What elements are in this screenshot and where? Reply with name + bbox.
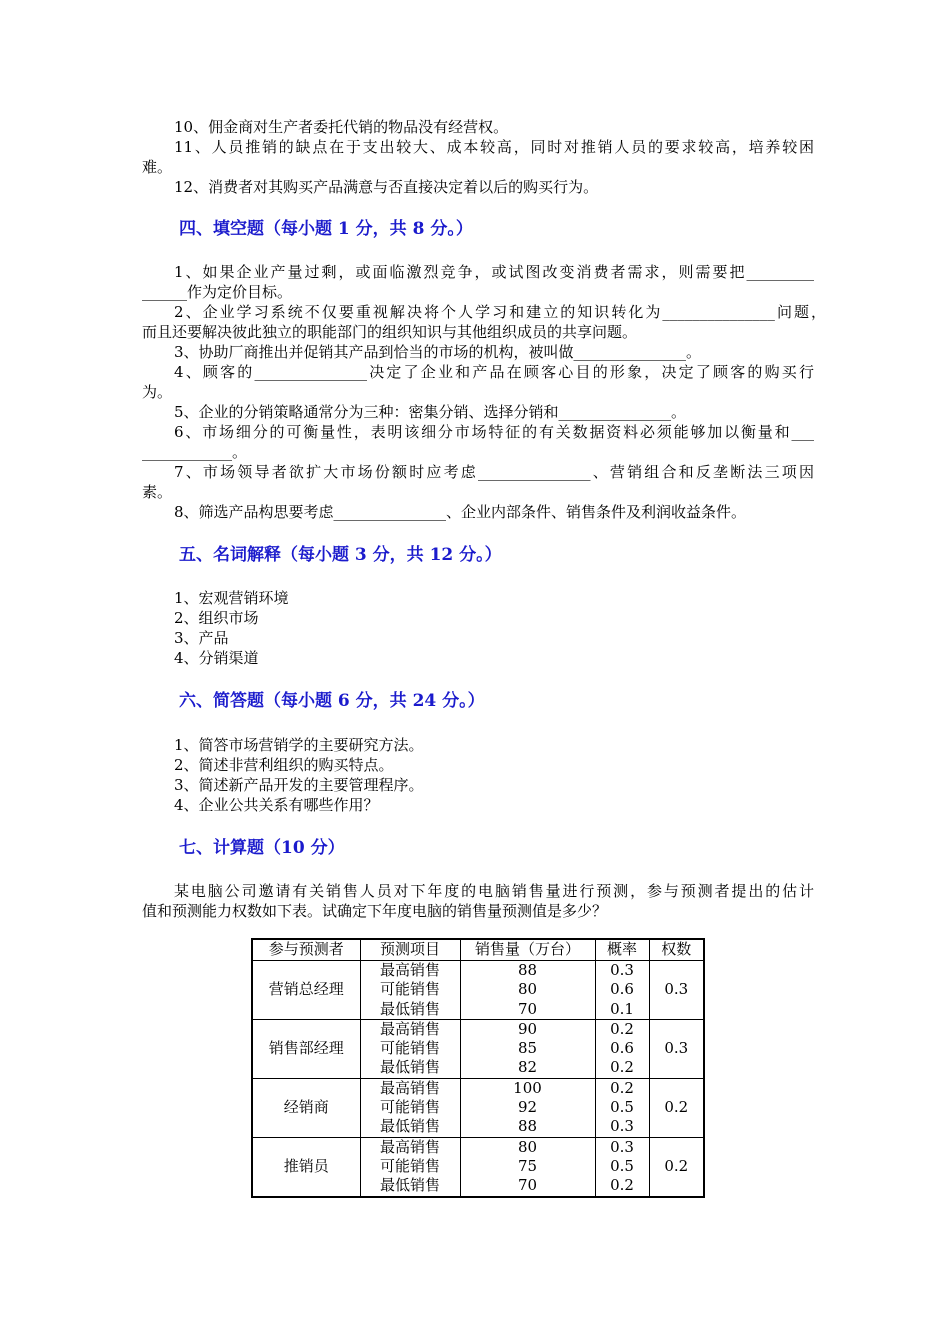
probability-cell: 0.3 0.6 0.1 bbox=[595, 961, 649, 1020]
short-answer-item: 2、简述非营利组织的购买特点。 bbox=[174, 756, 394, 774]
fill-q3: 3、协助厂商推出并促销其产品到恰当的市场的机构，被叫做_______________。 bbox=[174, 343, 702, 361]
item-cell: 最高销售 可能销售 最低销售 bbox=[360, 1078, 460, 1137]
sales-cell: 100 92 88 bbox=[460, 1078, 595, 1137]
fill-q7-line2: 素。 bbox=[142, 483, 173, 501]
fill-q4-line1: 4、顾客的_______________决定了企业和产品在顾客心目的形象，决定了顾客的购买行 bbox=[174, 363, 814, 381]
forecaster-cell: 营销总经理 bbox=[252, 961, 360, 1020]
header-cell: 预测项目 bbox=[360, 939, 460, 961]
short-answer-item: 1、简答市场营销学的主要研究方法。 bbox=[174, 736, 424, 754]
table-row bbox=[252, 1019, 704, 1078]
header-cell: 销售量（万台） bbox=[460, 939, 595, 961]
forecast-table bbox=[251, 938, 705, 1198]
weight-cell: 0.2 bbox=[649, 1078, 704, 1137]
forecaster-cell: 经销商 bbox=[252, 1078, 360, 1137]
forecaster-cell: 推销员 bbox=[252, 1137, 360, 1196]
item-cell: 最高销售 可能销售 最低销售 bbox=[360, 1019, 460, 1078]
fill-q2-line2: 而且还要解决彼此独立的职能部门的组织知识与其他组织成员的共享问题。 bbox=[142, 323, 638, 341]
calculation-text-line1: 某电脑公司邀请有关销售人员对下年度的电脑销售量进行预测，参与预测者提出的估计 bbox=[174, 882, 814, 900]
short-answer-item: 4、企业公共关系有哪些作用？ bbox=[174, 796, 379, 814]
calculation-heading: 七、计算题（10 分） bbox=[179, 838, 345, 858]
sales-cell: 90 85 82 bbox=[460, 1019, 595, 1078]
probability-cell: 0.2 0.6 0.2 bbox=[595, 1019, 649, 1078]
weight-cell: 0.3 bbox=[649, 1019, 704, 1078]
probability-cell: 0.2 0.5 0.3 bbox=[595, 1078, 649, 1137]
judgement-q11-line2: 难。 bbox=[142, 158, 173, 176]
header-cell: 权数 bbox=[649, 939, 704, 961]
fill-q8: 8、筛选产品构思要考虑_______________、企业内部条件、销售条件及利润收益条件。 bbox=[174, 503, 747, 521]
term-item: 1、宏观营销环境 bbox=[174, 589, 289, 607]
judgement-q11-line1: 11、人员推销的缺点在于支出较大、成本较高，同时对推销人员的要求较高，培养较困 bbox=[174, 138, 814, 156]
term-heading: 五、名词解释（每小题 3 分，共 12 分。） bbox=[179, 545, 502, 565]
fill-q4-line2: 为。 bbox=[142, 383, 173, 401]
term-item: 3、产品 bbox=[174, 629, 229, 647]
fill-q6-line2: ____________。 bbox=[142, 443, 248, 461]
sales-cell: 80 75 70 bbox=[460, 1137, 595, 1196]
table-row bbox=[252, 1137, 704, 1196]
fill-q7-line1: 7、市场领导者欲扩大市场份额时应考虑_______________、营销组合和反垄断法三项因 bbox=[174, 463, 814, 481]
judgement-q12: 12、消费者对其购买产品满意与否直接决定着以后的购买行为。 bbox=[174, 178, 599, 196]
header-cell: 参与预测者 bbox=[252, 939, 360, 961]
short-answer-item: 3、简述新产品开发的主要管理程序。 bbox=[174, 776, 424, 794]
forecaster-cell: 销售部经理 bbox=[252, 1019, 360, 1078]
weight-cell: 0.2 bbox=[649, 1137, 704, 1196]
judgement-q10: 10、佣金商对生产者委托代销的物品没有经营权。 bbox=[174, 118, 509, 136]
fill-q1-line2: ______作为定价目标。 bbox=[142, 283, 293, 301]
term-item: 4、分销渠道 bbox=[174, 649, 259, 667]
sales-cell: 88 80 70 bbox=[460, 961, 595, 1020]
item-cell: 最高销售 可能销售 最低销售 bbox=[360, 1137, 460, 1196]
fill-blank-heading: 四、填空题（每小题 1 分，共 8 分。） bbox=[179, 219, 473, 239]
table-header-row bbox=[252, 939, 704, 961]
table-row bbox=[252, 1078, 704, 1137]
table-row bbox=[252, 961, 704, 1020]
probability-cell: 0.3 0.5 0.2 bbox=[595, 1137, 649, 1196]
header-cell: 概率 bbox=[595, 939, 649, 961]
fill-q1-line1: 1、如果企业产量过剩，或面临激烈竞争，或试图改变消费者需求，则需要把_________ bbox=[174, 263, 814, 281]
weight-cell: 0.3 bbox=[649, 961, 704, 1020]
short-answer-heading: 六、简答题（每小题 6 分，共 24 分。） bbox=[179, 691, 485, 711]
fill-q6-line1: 6、市场细分的可衡量性，表明该细分市场特征的有关数据资料必须能够加以衡量和___ bbox=[174, 423, 814, 441]
calculation-text-line2: 值和预测能力权数如下表。试确定下年度电脑的销售量预测值是多少？ bbox=[142, 902, 608, 920]
fill-q2-line1: 2、企业学习系统不仅要重视解决将个人学习和建立的知识转化为_______________问题， bbox=[174, 303, 826, 321]
fill-q5: 5、企业的分销策略通常分为三种：密集分销、选择分销和_______________。 bbox=[174, 403, 687, 421]
item-cell: 最高销售 可能销售 最低销售 bbox=[360, 961, 460, 1020]
term-item: 2、组织市场 bbox=[174, 609, 259, 627]
